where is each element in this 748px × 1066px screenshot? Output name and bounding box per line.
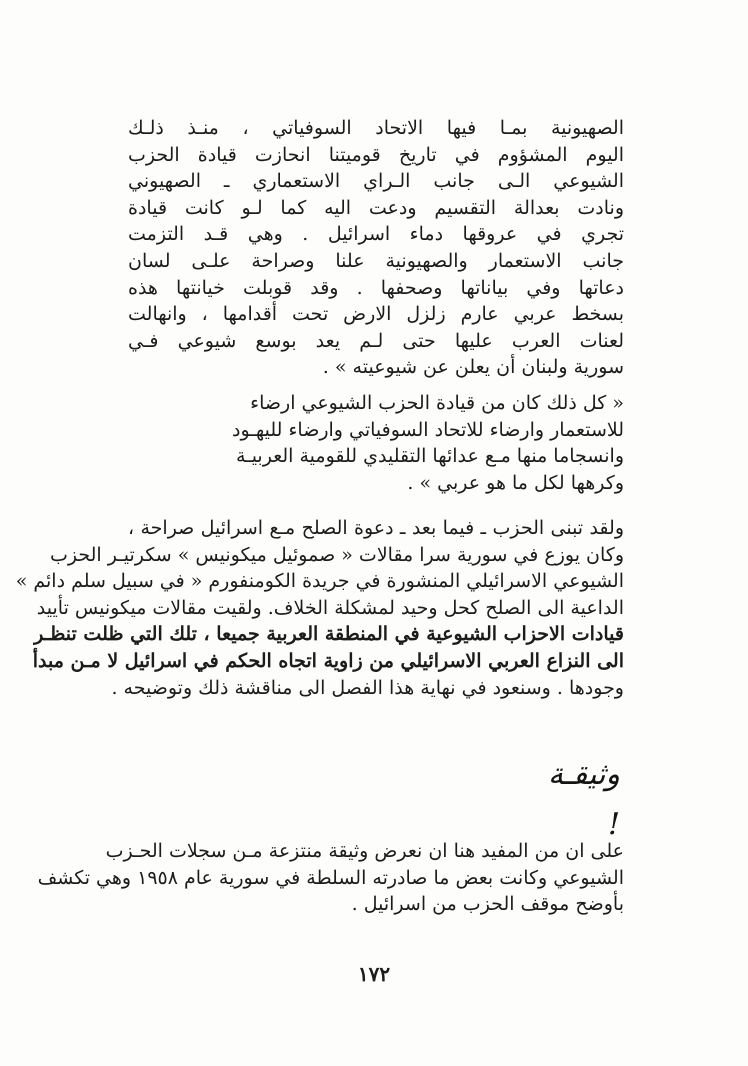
text-line: الداعية الى الصلح كحل وحيد لمشكلة الخلاف. ولقيت مقالات ميكونيس تأييد <box>36 596 624 619</box>
text-line: للاستعمار وارضاء للاتحاد السوفياتي وارضاء لليهـود <box>232 418 624 441</box>
text-line-bold: قيادات الاحزاب الشيوعية في المنطقة العربية جميعا ، تلك التي ظلت تنظـر <box>34 623 624 646</box>
text-line: وكرهها لكل ما هو عربي » . <box>407 471 624 494</box>
text-line: الشيوعي الاسرائيلي المنشورة في جريدة الكومنفورم « في سبيل سلم دائم » <box>15 570 624 593</box>
text-line: ونادت بعدالة التقسيم ودعت اليه كما لـو كانت قيادة <box>128 196 624 219</box>
text-line: ولقد تبنى الحزب ـ فيما بعد ـ دعوة الصلح مـع اسرائيل صراحة ، <box>128 517 624 539</box>
paragraph-quote <box>232 390 624 496</box>
page-number: ١٧٢ <box>357 962 391 986</box>
paragraph-body <box>37 838 624 918</box>
section-heading: وثيقـة ! <box>548 757 620 842</box>
text-line: وكان يوزع في سورية سرا مقالات « صموئيل ميكونيس » سكرتيـر الحزب <box>49 543 624 566</box>
text-line: لعنات العرب عليها حتى لـم يعد بوسع شيوعي فـي <box>128 329 624 352</box>
paragraph-quote-continuation <box>128 115 624 381</box>
text-line: جانب الاستعمار والصهيونية علنا وصراحة علـى لسان <box>128 249 624 272</box>
text-line: الصهيونية بمـا فيها الاتحاد السوفياتي ، منـذ ذلـك <box>128 117 624 139</box>
text-line: دعاتها وفي بياناتها وصحفها . وقد قوبلت خيانتها هذه <box>128 276 624 299</box>
text-line: تجري في عروقها دماء اسرائيل . وهي قـد التزمت <box>128 223 624 246</box>
paragraph-body <box>15 515 624 701</box>
text-line: الشيوعي الـى جانب الـراي الاستعماري ـ الصهيوني <box>128 170 624 193</box>
text-line: بأوضح موقف الحزب من اسرائيل . <box>351 893 624 916</box>
text-line: سورية ولبنان أن يعلن عن شيوعيته » . <box>322 356 624 379</box>
text-line: وانسجاما منها مـع عدائها التقليدي للقومية العربيـة <box>235 445 624 468</box>
text-line: على ان من المفيد هنا ان نعرض وثيقة منتزعة مـن سجلات الحـزب <box>105 840 624 862</box>
text-line: اليوم المشؤوم في تاريخ قوميتنا انحازت قيادة الحزب <box>128 143 624 166</box>
text-line: « كل ذلك كان من قيادة الحزب الشيوعي ارضاء <box>250 392 624 414</box>
text-line: وجودها . وسنعود في نهاية هذا الفصل الى مناقشة ذلك وتوضيحه . <box>111 676 624 699</box>
text-line: بسخط عربي عارم زلزل الارض تحت أقدامها ، وانهالت <box>128 303 624 326</box>
text-line-bold: الى النزاع العربي الاسرائيلي من زاوية اتجاه الحكم في اسرائيل لا مـن مبدأ <box>32 649 624 672</box>
text-line: الشيوعي وكانت بعض ما صادرته السلطة في سورية عام ١٩٥٨ وهي تكشف <box>37 866 624 889</box>
